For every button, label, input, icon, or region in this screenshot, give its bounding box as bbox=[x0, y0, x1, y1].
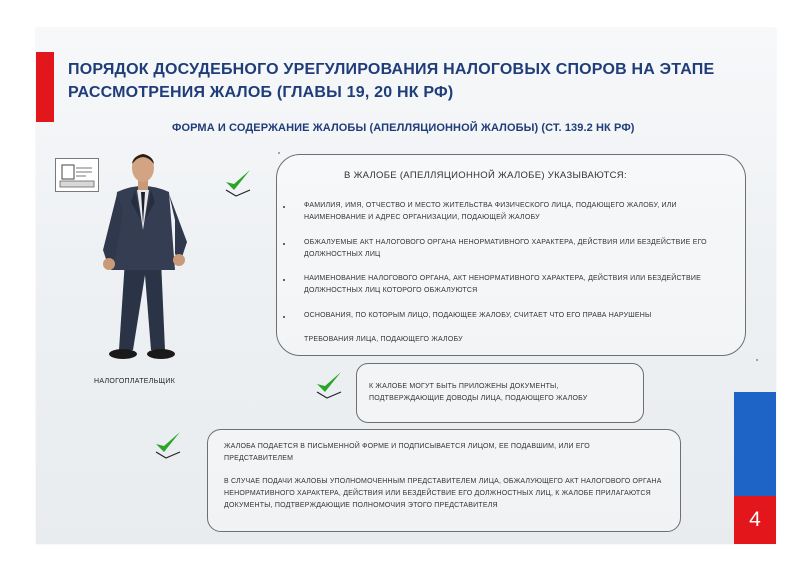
bullet-marker bbox=[283, 206, 285, 208]
bullet-marker bbox=[283, 243, 285, 245]
title-accent-bar bbox=[36, 52, 54, 122]
checkmark-icon bbox=[152, 430, 184, 465]
list-item: ТРЕБОВАНИЯ ЛИЦА, ПОДАЮЩЕГО ЖАЛОБУ bbox=[304, 336, 463, 343]
representative-text: В СЛУЧАЕ ПОДАЧИ ЖАЛОБЫ УПОЛНОМОЧЕННЫМ ПРЕДСТАВИТЕЛЕМ ЛИЦА, ОБЖАЛУЮЩЕГО АКТ НАЛОГОВОГО ОРГАНА НЕНОРМАТИВНОГО ХАРАКТЕРА, ДЕЙСТВИЯ ИЛИ БЕЗДЕЙСТВИЕ ЕГО ДОЛЖНОСТНЫХ ЛИЦ, К ЖАЛОБЕ ПРИЛАГАЮТСЯ ДОКУМЕНТЫ, ПОДТВЕРЖДАЮЩИЕ ПОЛНОМОЧИЯ ЭТОГО ПРЕДСТАВИТЕЛЯ bbox=[224, 478, 662, 509]
side-accent-blue bbox=[734, 392, 776, 496]
complaint-contents-heading: В ЖАЛОБЕ (АПЕЛЛЯЦИОННОЙ ЖАЛОБЕ) УКАЗЫВАЮТСЯ: bbox=[344, 170, 627, 181]
bullet-marker bbox=[283, 279, 285, 281]
list-item: ОБЖАЛУЕМЫЕ АКТ НАЛОГОВОГО ОРГАНА НЕНОРМАТИВНОГО ХАРАКТЕРА, ДЕЙСТВИЯ ИЛИ БЕЗДЕЙСТВИЕ ЕГО ДОЛЖНОСТНЫХ ЛИЦ bbox=[304, 239, 707, 258]
page-number: 4 bbox=[734, 496, 776, 544]
page-subtitle: ФОРМА И СОДЕРЖАНИЕ ЖАЛОБЫ (АПЕЛЛЯЦИОННОЙ ЖАЛОБЫ) (СТ. 139.2 НК РФ) bbox=[172, 122, 635, 134]
submission-text: ЖАЛОБА ПОДАЕТСЯ В ПИСЬМЕННОЙ ФОРМЕ И ПОДПИСЫВАЕТСЯ ЛИЦОМ, ЕЕ ПОДАВШИМ, ИЛИ ЕГО ПРЕДСТАВИТЕЛЕМ bbox=[224, 443, 590, 462]
attachments-text: К ЖАЛОБЕ МОГУТ БЫТЬ ПРИЛОЖЕНЫ ДОКУМЕНТЫ, ПОДТВЕРЖДАЮЩИЕ ДОВОДЫ ЛИЦА, ПОДАЮЩЕГО ЖАЛОБУ bbox=[369, 383, 588, 402]
page-title: ПОРЯДОК ДОСУДЕБНОГО УРЕГУЛИРОВАНИЯ НАЛОГОВЫХ СПОРОВ НА ЭТАПЕ РАССМОТРЕНИЯ ЖАЛОБ (ГЛАВЫ 19, 20 НК РФ) bbox=[68, 61, 715, 101]
bullet-marker bbox=[283, 316, 285, 318]
person-label: НАЛОГОПЛАТЕЛЬЩИК bbox=[94, 378, 176, 385]
list-item: НАИМЕНОВАНИЕ НАЛОГОВОГО ОРГАНА, АКТ НЕНОРМАТИВНОГО ХАРАКТЕРА, ДЕЙСТВИЯ ИЛИ БЕЗДЕЙСТВИЕ ДОЛЖНОСТНЫХ ЛИЦ КОТОРОГО ОБЖАЛУЮТСЯ bbox=[304, 275, 701, 294]
document-icon bbox=[55, 158, 99, 192]
checkmark-icon bbox=[313, 370, 345, 405]
list-item: ОСНОВАНИЯ, ПО КОТОРЫМ ЛИЦО, ПОДАЮЩЕЕ ЖАЛОБУ, СЧИТАЕТ ЧТО ЕГО ПРАВА НАРУШЕНЫ bbox=[304, 312, 652, 319]
person-illustration bbox=[95, 150, 195, 370]
list-item: ФАМИЛИЯ, ИМЯ, ОТЧЕСТВО И МЕСТО ЖИТЕЛЬСТВА ФИЗИЧЕСКОГО ЛИЦА, ПОДАЮЩЕГО ЖАЛОБУ, ИЛИ НАИМЕНОВАНИЕ И АДРЕС ОРГАНИЗАЦИИ, ПОДАЮЩЕЙ ЖАЛОБУ bbox=[304, 202, 677, 221]
checkmark-icon bbox=[222, 168, 254, 203]
decor-dot bbox=[278, 152, 280, 154]
decor-dot bbox=[756, 359, 758, 361]
